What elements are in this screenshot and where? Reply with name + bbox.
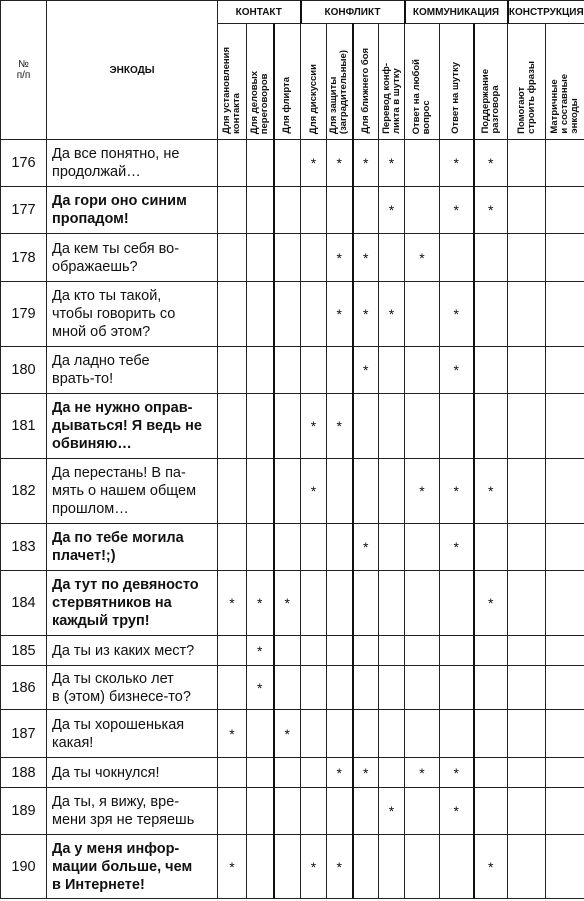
row-number: 185 <box>1 636 47 666</box>
mark-cell <box>274 459 301 524</box>
table-row <box>1 187 584 234</box>
encode-text: Да ладно тебе врать-то! <box>47 347 218 394</box>
mark-cell <box>546 282 584 347</box>
mark-cell <box>508 666 546 710</box>
mark-cell <box>353 524 379 571</box>
mark-cell <box>508 347 546 394</box>
row-number: 180 <box>1 347 47 394</box>
mark-cell <box>508 140 546 187</box>
mark-cell <box>405 758 440 788</box>
row-number: 181 <box>1 394 47 459</box>
asterisk-mark: * <box>363 539 369 555</box>
table-row <box>1 636 584 666</box>
encode-text: Да не нужно оправ- дываться! Я ведь не обвиняю… <box>47 394 218 459</box>
asterisk-mark: * <box>363 306 369 322</box>
asterisk-mark: * <box>336 306 342 322</box>
mark-cell <box>474 710 508 758</box>
mark-cell <box>508 187 546 234</box>
mark-cell <box>301 710 327 758</box>
mark-cell <box>274 234 301 282</box>
mark-cell <box>353 636 379 666</box>
mark-cell <box>327 394 353 459</box>
mark-cell <box>508 459 546 524</box>
row-number: 186 <box>1 666 47 710</box>
mark-cell <box>301 758 327 788</box>
asterisk-mark: * <box>419 483 425 499</box>
mark-cell <box>327 187 353 234</box>
mark-cell <box>379 187 405 234</box>
mark-cell <box>247 459 274 524</box>
mark-cell <box>405 788 440 835</box>
mark-cell <box>440 758 474 788</box>
mark-cell <box>474 788 508 835</box>
mark-cell <box>353 788 379 835</box>
group-header: КОММУНИКАЦИЯ <box>405 1 508 24</box>
mark-cell <box>301 636 327 666</box>
mark-cell <box>379 758 405 788</box>
encode-text: Да тут по девяносто стервятников на каждый труп! <box>47 571 218 636</box>
mark-cell <box>440 347 474 394</box>
asterisk-mark: * <box>388 306 395 322</box>
mark-cell <box>327 459 353 524</box>
mark-cell <box>353 710 379 758</box>
encode-text: Да гори оно синим пропадом! <box>47 187 218 234</box>
group-header: КОНСТРУКЦИЯ <box>508 1 584 24</box>
mark-cell <box>274 524 301 571</box>
mark-cell <box>405 187 440 234</box>
mark-cell <box>301 524 327 571</box>
mark-cell <box>353 459 379 524</box>
mark-cell <box>508 710 546 758</box>
mark-cell <box>274 666 301 710</box>
mark-cell <box>440 187 474 234</box>
column-header-label: Перевод конф- ликта в шутку <box>380 63 402 134</box>
mark-cell <box>546 636 584 666</box>
row-number: 184 <box>1 571 47 636</box>
mark-cell <box>379 140 405 187</box>
mark-cell <box>218 788 247 835</box>
column-header-label: Для установления контакта <box>221 47 242 134</box>
mark-cell <box>474 524 508 571</box>
mark-cell <box>218 758 247 788</box>
column-header <box>353 24 379 140</box>
column-header <box>247 24 274 140</box>
mark-cell <box>218 835 247 899</box>
column-header-label: Ответ на любой вопрос <box>411 58 432 134</box>
mark-cell <box>474 187 508 234</box>
mark-cell <box>274 710 301 758</box>
column-header-label: Помогают строить фразы <box>515 61 537 134</box>
mark-cell <box>474 758 508 788</box>
mark-cell <box>327 524 353 571</box>
mark-cell <box>301 788 327 835</box>
encode-text: Да перестань! В па- мять о нашем общем прошлом… <box>47 459 218 524</box>
mark-cell <box>405 835 440 899</box>
mark-cell <box>379 524 405 571</box>
mark-cell <box>546 347 584 394</box>
mark-cell <box>546 571 584 636</box>
mark-cell <box>405 234 440 282</box>
mark-cell <box>247 758 274 788</box>
mark-cell <box>379 835 405 899</box>
group-header: КОНТАКТ <box>218 1 301 24</box>
asterisk-mark: * <box>388 155 395 171</box>
mark-cell <box>508 282 546 347</box>
mark-cell <box>353 234 379 282</box>
mark-cell <box>247 571 274 636</box>
column-header <box>474 24 508 140</box>
column-header <box>379 24 405 140</box>
mark-cell <box>353 835 379 899</box>
mark-cell <box>440 835 474 899</box>
mark-cell <box>474 394 508 459</box>
asterisk-mark: * <box>336 249 342 266</box>
mark-cell <box>218 187 247 234</box>
asterisk-mark: * <box>453 539 459 555</box>
mark-cell <box>440 459 474 524</box>
mark-cell <box>474 140 508 187</box>
encode-text: Да ты из каких мест? <box>47 636 218 666</box>
mark-cell <box>379 710 405 758</box>
asterisk-mark: * <box>310 155 317 171</box>
mark-cell <box>218 234 247 282</box>
mark-cell <box>546 187 584 234</box>
encode-text: Да ты чокнулся! <box>47 758 218 788</box>
mark-cell <box>440 710 474 758</box>
column-header-label: Матричные и составные энкоды <box>549 74 581 134</box>
mark-cell <box>474 571 508 636</box>
asterisk-mark: * <box>229 858 235 875</box>
table-row <box>1 234 584 282</box>
asterisk-mark: * <box>388 803 395 819</box>
asterisk-mark: * <box>453 362 459 378</box>
asterisk-mark: * <box>453 155 459 171</box>
mark-cell <box>327 347 353 394</box>
asterisk-mark: * <box>419 764 425 781</box>
mark-cell <box>301 234 327 282</box>
mark-cell <box>353 140 379 187</box>
mark-cell <box>218 282 247 347</box>
mark-cell <box>327 710 353 758</box>
mark-cell <box>546 140 584 187</box>
mark-cell <box>218 571 247 636</box>
mark-cell <box>508 571 546 636</box>
asterisk-mark: * <box>488 155 494 171</box>
group-header: КОНФЛИКТ <box>301 1 405 24</box>
column-header <box>440 24 474 140</box>
asterisk-mark: * <box>488 483 494 499</box>
mark-cell <box>440 282 474 347</box>
column-header <box>218 24 247 140</box>
mark-cell <box>474 459 508 524</box>
mark-cell <box>247 394 274 459</box>
mark-cell <box>353 282 379 347</box>
mark-cell <box>379 234 405 282</box>
encode-text: Да ты сколько лет в (этом) бизнесе-то? <box>47 666 218 710</box>
mark-cell <box>301 571 327 636</box>
asterisk-mark: * <box>229 725 235 742</box>
mark-cell <box>546 666 584 710</box>
asterisk-mark: * <box>310 858 317 875</box>
mark-cell <box>546 835 584 899</box>
mark-cell <box>546 524 584 571</box>
mark-cell <box>474 347 508 394</box>
mark-cell <box>353 394 379 459</box>
mark-cell <box>247 636 274 666</box>
row-number: 179 <box>1 282 47 347</box>
table-row <box>1 347 584 394</box>
mark-cell <box>327 758 353 788</box>
mark-cell <box>379 394 405 459</box>
mark-cell <box>474 666 508 710</box>
row-number: 189 <box>1 788 47 835</box>
mark-cell <box>218 140 247 187</box>
mark-cell <box>274 187 301 234</box>
mark-cell <box>379 347 405 394</box>
table-row <box>1 571 584 636</box>
row-number: 183 <box>1 524 47 571</box>
mark-cell <box>405 636 440 666</box>
mark-cell <box>301 666 327 710</box>
asterisk-mark: * <box>257 679 263 696</box>
mark-cell <box>301 459 327 524</box>
mark-cell <box>327 666 353 710</box>
row-number: 178 <box>1 234 47 282</box>
mark-cell <box>405 347 440 394</box>
mark-cell <box>474 282 508 347</box>
table-row <box>1 282 584 347</box>
mark-cell <box>440 788 474 835</box>
encode-text: Да кто ты такой, чтобы говорить со мной об этом? <box>47 282 218 347</box>
mark-cell <box>247 788 274 835</box>
row-number: 187 <box>1 710 47 758</box>
column-header <box>508 24 546 140</box>
mark-cell <box>440 234 474 282</box>
mark-cell <box>405 666 440 710</box>
mark-cell <box>218 459 247 524</box>
mark-cell <box>218 394 247 459</box>
asterisk-mark: * <box>363 249 369 266</box>
mark-cell <box>301 282 327 347</box>
asterisk-mark: * <box>310 483 317 499</box>
mark-cell <box>218 524 247 571</box>
table-row <box>1 394 584 459</box>
mark-cell <box>546 459 584 524</box>
asterisk-mark: * <box>488 858 494 875</box>
column-header <box>405 24 440 140</box>
column-header-label: Для защиты (заградительные) <box>328 49 350 134</box>
mark-cell <box>546 394 584 459</box>
num-header: № п/п <box>1 1 47 140</box>
mark-cell <box>274 140 301 187</box>
column-header-label: Для ближнего боя <box>359 48 371 134</box>
mark-cell <box>353 758 379 788</box>
column-header-label: Для флирта <box>281 77 293 134</box>
column-header <box>274 24 301 140</box>
mark-cell <box>274 835 301 899</box>
mark-cell <box>218 347 247 394</box>
mark-cell <box>353 187 379 234</box>
mark-cell <box>274 571 301 636</box>
mark-cell <box>327 788 353 835</box>
asterisk-mark: * <box>363 362 369 378</box>
asterisk-mark: * <box>310 418 317 434</box>
mark-cell <box>327 571 353 636</box>
mark-cell <box>327 234 353 282</box>
mark-cell <box>508 524 546 571</box>
mark-cell <box>405 394 440 459</box>
mark-cell <box>405 459 440 524</box>
mark-cell <box>440 571 474 636</box>
mark-cell <box>379 459 405 524</box>
column-header <box>327 24 353 140</box>
column-header <box>546 24 584 140</box>
mark-cell <box>405 710 440 758</box>
asterisk-mark: * <box>488 202 494 218</box>
table-row <box>1 140 584 187</box>
mark-cell <box>301 347 327 394</box>
mark-cell <box>508 758 546 788</box>
asterisk-mark: * <box>336 155 342 171</box>
asterisk-mark: * <box>363 155 369 171</box>
mark-cell <box>247 282 274 347</box>
mark-cell <box>405 524 440 571</box>
mark-cell <box>218 666 247 710</box>
mark-cell <box>274 758 301 788</box>
mark-cell <box>405 571 440 636</box>
encode-header: ЭНКОДЫ <box>47 1 218 140</box>
asterisk-mark: * <box>388 202 395 218</box>
asterisk-mark: * <box>453 764 459 781</box>
table-row <box>1 835 584 899</box>
row-number: 190 <box>1 835 47 899</box>
encode-text: Да все понятно, не продолжай… <box>47 140 218 187</box>
mark-cell <box>379 636 405 666</box>
mark-cell <box>546 710 584 758</box>
mark-cell <box>546 758 584 788</box>
mark-cell <box>508 394 546 459</box>
asterisk-mark: * <box>257 595 263 611</box>
mark-cell <box>405 282 440 347</box>
mark-cell <box>247 187 274 234</box>
mark-cell <box>247 710 274 758</box>
asterisk-mark: * <box>284 595 290 611</box>
asterisk-mark: * <box>257 642 263 659</box>
asterisk-mark: * <box>336 418 342 434</box>
mark-cell <box>301 835 327 899</box>
mark-cell <box>440 524 474 571</box>
mark-cell <box>274 788 301 835</box>
asterisk-mark: * <box>363 764 369 781</box>
encode-text: Да ты, я вижу, вре- мени зря не теряешь <box>47 788 218 835</box>
mark-cell <box>218 636 247 666</box>
mark-cell <box>247 234 274 282</box>
asterisk-mark: * <box>453 803 459 819</box>
mark-cell <box>247 666 274 710</box>
asterisk-mark: * <box>284 725 290 742</box>
mark-cell <box>274 347 301 394</box>
mark-cell <box>327 282 353 347</box>
encode-text: Да по тебе могила плачет!;) <box>47 524 218 571</box>
mark-cell <box>379 666 405 710</box>
mark-cell <box>353 571 379 636</box>
mark-cell <box>440 636 474 666</box>
mark-cell <box>440 394 474 459</box>
mark-cell <box>508 636 546 666</box>
encode-text: Да у меня инфор- мации больше, чем в Интернете! <box>47 835 218 899</box>
row-number: 182 <box>1 459 47 524</box>
mark-cell <box>301 394 327 459</box>
mark-cell <box>508 835 546 899</box>
asterisk-mark: * <box>336 764 342 781</box>
table-row <box>1 758 584 788</box>
mark-cell <box>474 835 508 899</box>
asterisk-mark: * <box>336 858 342 875</box>
encode-text: Да кем ты себя во- ображаешь? <box>47 234 218 282</box>
mark-cell <box>327 835 353 899</box>
encode-text: Да ты хорошенькая какая! <box>47 710 218 758</box>
table-row <box>1 788 584 835</box>
table-row <box>1 666 584 710</box>
mark-cell <box>247 140 274 187</box>
column-header-label: Для деловых переговоров <box>248 70 270 134</box>
asterisk-mark: * <box>419 249 425 266</box>
mark-cell <box>274 282 301 347</box>
mark-cell <box>218 710 247 758</box>
mark-cell <box>301 187 327 234</box>
mark-cell <box>301 140 327 187</box>
row-number: 176 <box>1 140 47 187</box>
column-header-label: Для дискуссии <box>307 63 319 134</box>
mark-cell <box>440 140 474 187</box>
mark-cell <box>327 636 353 666</box>
mark-cell <box>379 282 405 347</box>
mark-cell <box>353 666 379 710</box>
mark-cell <box>508 234 546 282</box>
row-number: 188 <box>1 758 47 788</box>
table-row <box>1 710 584 758</box>
mark-cell <box>474 234 508 282</box>
column-header-label: Поддержание разговора <box>479 69 501 134</box>
asterisk-mark: * <box>453 202 459 218</box>
mark-cell <box>546 788 584 835</box>
mark-cell <box>405 140 440 187</box>
mark-cell <box>379 788 405 835</box>
mark-cell <box>274 636 301 666</box>
asterisk-mark: * <box>488 595 494 611</box>
mark-cell <box>247 835 274 899</box>
asterisk-mark: * <box>453 483 459 499</box>
mark-cell <box>274 394 301 459</box>
mark-cell <box>474 636 508 666</box>
column-header-label: Ответ на шутку <box>450 62 462 134</box>
mark-cell <box>508 788 546 835</box>
mark-cell <box>353 347 379 394</box>
mark-cell <box>247 347 274 394</box>
asterisk-mark: * <box>229 595 235 611</box>
mark-cell <box>247 524 274 571</box>
column-header <box>301 24 327 140</box>
mark-cell <box>379 571 405 636</box>
mark-cell <box>546 234 584 282</box>
table-row <box>1 459 584 524</box>
table-row <box>1 524 584 571</box>
mark-cell <box>440 666 474 710</box>
asterisk-mark: * <box>453 306 459 322</box>
mark-cell <box>327 140 353 187</box>
row-number: 177 <box>1 187 47 234</box>
